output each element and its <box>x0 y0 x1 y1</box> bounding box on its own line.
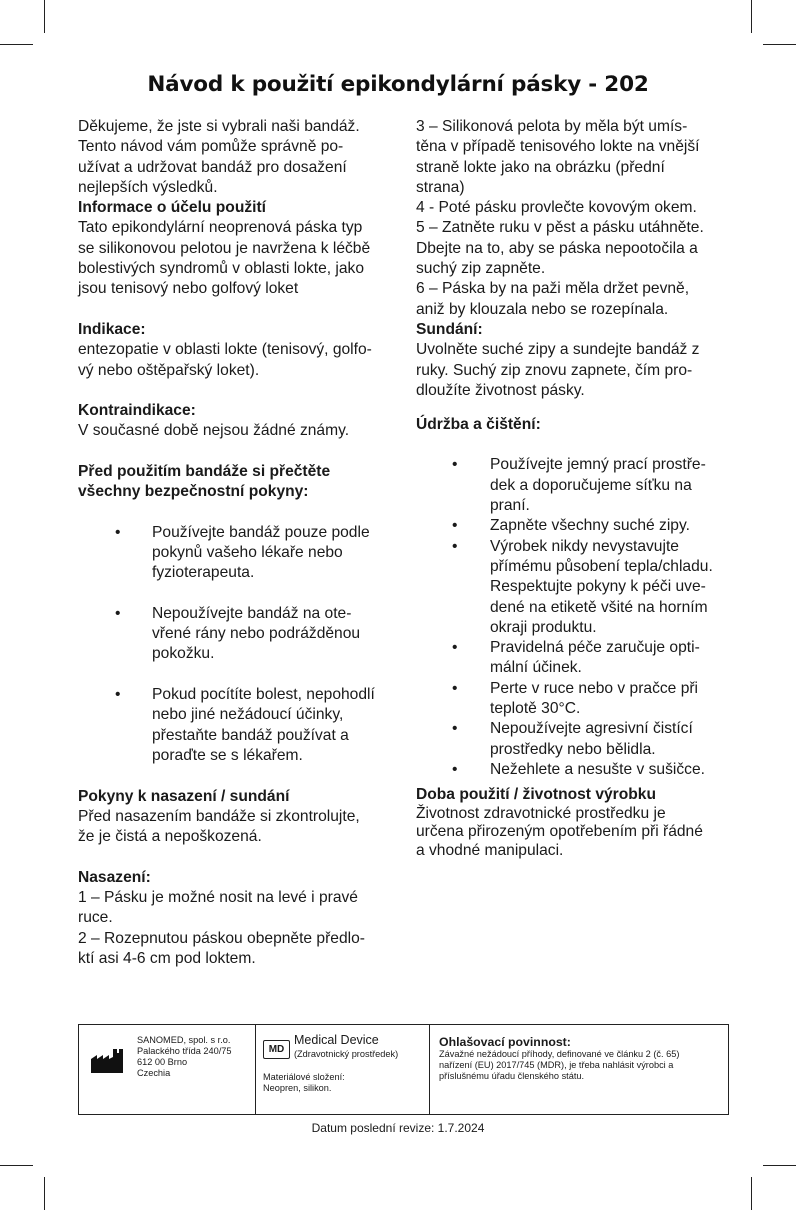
contraindications-section <box>78 401 396 442</box>
reporting-text: Závažné nežádoucí příhody, definované ve článku 2 (č. 65) nařízení (EU) 2017/745 (MDR), je třeba nahlásit výrobci a příslušnému úřadu členského státu. <box>439 1049 680 1081</box>
footer-info-box <box>78 1024 729 1115</box>
list-item: • Výrobek nikdy nevystavujte přímému působení tepla/chladu. Respektujte pokyny k péči uve- dené na etiketě všité na horním okraji produktu. <box>416 537 734 638</box>
removal-heading: Sundání: <box>416 320 483 338</box>
md-subtitle: (Zdravotnický prostředek) <box>294 1049 399 1059</box>
lifetime-text: Životnost zdravotnické prostředku je určena přirozeným opotřebením při řádné a vhodné manipulaci. <box>416 804 703 859</box>
purpose-section <box>78 198 396 299</box>
safety-heading: Před použitím bandáže si přečtěte všechny bezpečnostní pokyny: <box>78 463 331 501</box>
crop-mark <box>751 0 752 33</box>
crop-mark <box>0 1165 33 1166</box>
indications-text: entezopatie v oblasti lokte (tenisový, golfo- vý nebo oštěpařský loket). <box>78 341 372 379</box>
medical-device-cell <box>256 1025 430 1114</box>
reporting-cell <box>430 1025 728 1114</box>
indications-section <box>78 320 396 381</box>
list-item: • Používejte jemný prací prostře- dek a doporučujeme síťku na praní. <box>416 455 734 516</box>
crop-mark <box>0 44 33 45</box>
purpose-heading: Informace o účelu použití <box>78 199 267 217</box>
material-composition: Materiálové složení: Neopren, silikon. <box>263 1072 345 1093</box>
donning-step: 4 - Poté pásku provlečte kovovým okem. <box>416 199 697 217</box>
donning-step: 5 – Zatněte ruku v pěst a pásku utáhněte. Dbejte na to, aby se páska nepootočila a suchý zip zapněte. <box>416 219 704 278</box>
crop-mark <box>751 1177 752 1210</box>
lifetime-heading: Doba použití / životnost výrobku <box>416 786 656 804</box>
manufacturer-address: SANOMED, spol. s r.o. Palackého třída 240/75 612 00 Brno Czechia <box>137 1035 232 1078</box>
care-list <box>416 455 734 780</box>
donning-section <box>78 868 396 969</box>
donning-intro-text: Před nasazením bandáže si zkontrolujte, že je čistá a nepoškozená. <box>78 807 360 846</box>
manufacturer-icon <box>91 1049 123 1073</box>
reporting-title: Ohlašovací povinnost: <box>439 1035 571 1049</box>
safety-list <box>78 523 396 767</box>
safety-section <box>78 462 396 766</box>
donning-intro-section <box>78 787 396 848</box>
indications-heading: Indikace: <box>78 320 146 338</box>
donning-step: 1 – Pásku je možné nosit na levé i pravé ruce. <box>78 888 358 927</box>
donning-step: 6 – Páska by na paži měla držet pevně, aniž by klouzala nebo se rozepínala. <box>416 280 690 318</box>
right-column <box>416 117 734 860</box>
intro-text: Děkujeme, že jste si vybrali naši bandáž. Tento návod vám pomůže správně po- užívat a udržovat bandáž pro dosažení nejlepších výsledků. <box>78 118 360 196</box>
md-title: Medical Device <box>294 1033 379 1047</box>
contraindications-text: V současné době nejsou žádné známy. <box>78 422 350 440</box>
donning-heading: Nasazení: <box>78 868 151 886</box>
contraindications-heading: Kontraindikace: <box>78 402 196 420</box>
manufacturer-cell <box>79 1025 256 1114</box>
donning-step: 2 – Rozepnutou páskou obepněte předlo- ktí asi 4-6 cm pod loktem. <box>78 929 365 967</box>
list-item: • Pokud pocítíte bolest, nepohodlí nebo jiné nežádoucí účinky, přestaňte bandáž používat a poraďte se s lékařem. <box>78 685 396 766</box>
document-title: Návod k použití epikondylární pásky - 202 <box>147 72 649 97</box>
crop-mark <box>44 1177 45 1210</box>
left-column <box>78 117 396 969</box>
donning-step: 3 – Silikonová pelota by měla být umís- těna v případě tenisového lokte na vnější straně lokte jako na obrázku (přední strana) <box>416 118 700 196</box>
crop-mark <box>763 1165 796 1166</box>
removal-section <box>416 320 734 401</box>
list-item: • Zapněte všechny suché zipy. <box>416 516 734 536</box>
lifetime-section <box>416 786 734 860</box>
revision-date: Datum poslední revize: 1.7.2024 <box>311 1121 485 1135</box>
care-heading: Údržba a čištění: <box>416 416 541 434</box>
donning-intro-heading: Pokyny k nasazení / sundání <box>78 787 290 805</box>
crop-mark <box>44 0 45 33</box>
list-item: • Nežehlete a nesušte v sušičce. <box>416 760 734 780</box>
removal-text: Uvolněte suché zipy a sundejte bandáž z ruky. Suchý zip znovu zapnete, čím pro- dloužíte životnost pásky. <box>416 341 700 399</box>
purpose-text: Tato epikondylární neoprenová páska typ se silikonovou pelotou je navržena k léčbě bolestivých syndromů v oblasti lokte, jako jsou tenisový nebo golfový loket <box>78 219 371 298</box>
list-item: • Nepoužívejte bandáž na ote- vřené rány nebo podrážděnou pokožku. <box>78 604 396 665</box>
md-badge-icon: MD <box>263 1040 290 1059</box>
care-section <box>416 415 734 780</box>
list-item: • Nepoužívejte agresivní čistící prostředky nebo bělidla. <box>416 719 734 760</box>
crop-mark <box>763 44 796 45</box>
list-item: • Pravidelná péče zaručuje opti- mální účinek. <box>416 638 734 679</box>
list-item: • Perte v ruce nebo v pračce při teplotě 30°C. <box>416 679 734 720</box>
list-item: • Používejte bandáž pouze podle pokynů vašeho lékaře nebo fyzioterapeuta. <box>78 523 396 584</box>
